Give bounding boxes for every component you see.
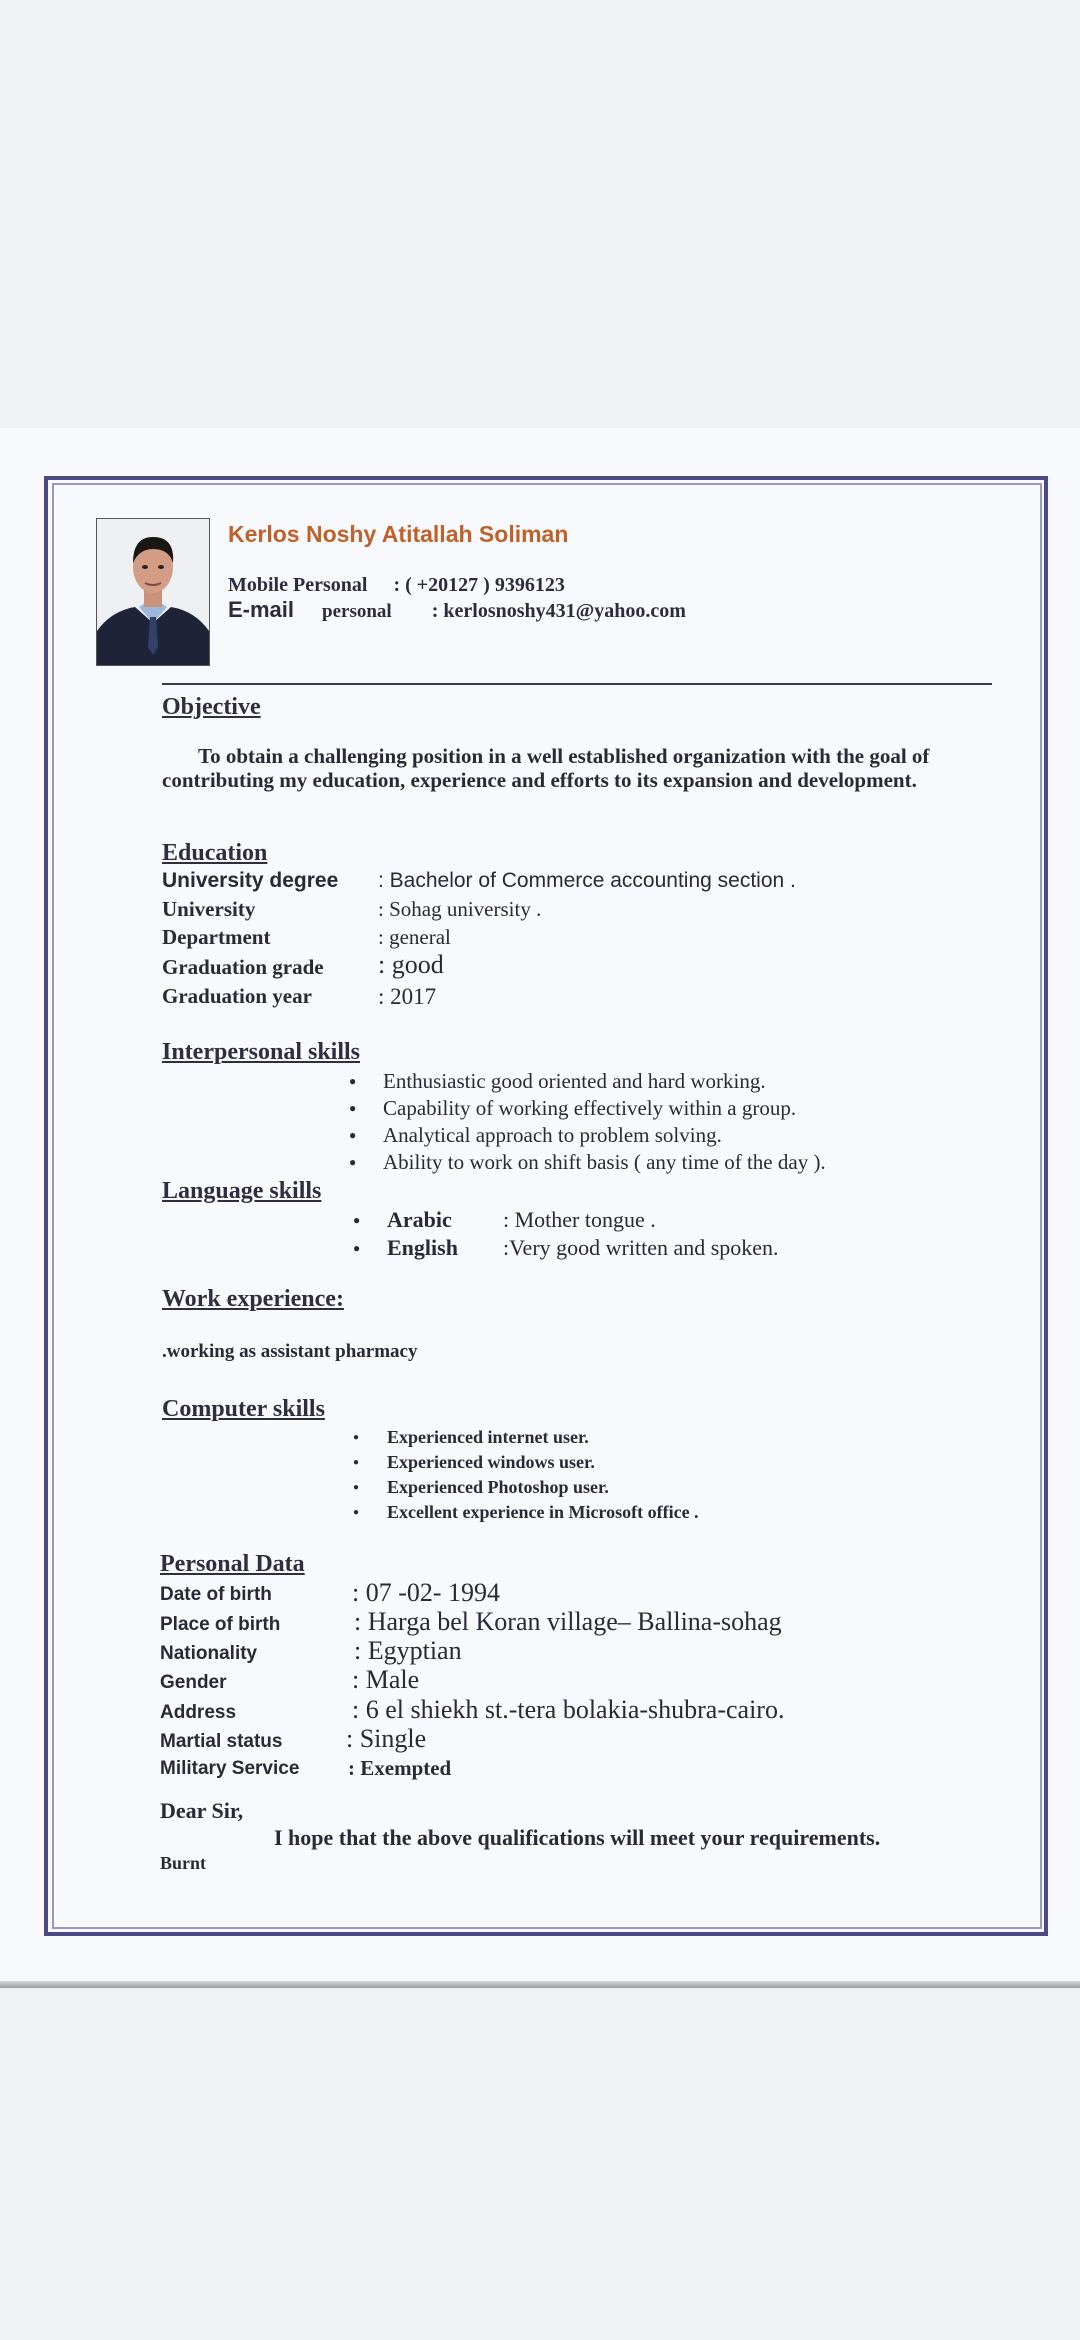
edu-value-department: : general — [378, 925, 451, 949]
salutation: Dear Sir, — [160, 1798, 244, 1823]
list-item: ● Experienced windows user. — [387, 1450, 699, 1475]
interpersonal-list — [383, 1068, 826, 1176]
language-heading: Language skills — [162, 1178, 322, 1204]
edu-label-year: Graduation year — [162, 984, 312, 1008]
computer-list — [387, 1425, 699, 1525]
pd-label-address: Address — [160, 1702, 237, 1723]
pd-label-pob: Place of birth — [160, 1614, 281, 1635]
interpersonal-heading: Interpersonal skills — [162, 1039, 361, 1065]
language-name: Arabic — [387, 1207, 452, 1232]
list-item: ● Experienced Photoshop user. — [387, 1475, 699, 1500]
edu-value-university: : Sohag university . — [378, 897, 542, 921]
list-item: ● Capability of working effectively within a group. — [383, 1095, 826, 1122]
signature: Burnt — [160, 1853, 207, 1873]
language-level: :Very good written and spoken. — [503, 1235, 779, 1260]
pd-value-address: : 6 el shiekh st.-tera bolakia-shubra-cairo. — [352, 1695, 785, 1724]
language-level: : Mother tongue . — [503, 1207, 656, 1232]
objective-text: To obtain a challenging position in a well established organization with the goal of contributing my education, experience and efforts to its expansion and development. — [162, 744, 930, 792]
edu-label-university: University — [162, 897, 256, 921]
header-divider — [162, 683, 992, 685]
language-name: English — [387, 1235, 458, 1260]
pd-value-pob: : Harga bel Koran village– Ballina-sohag — [354, 1607, 782, 1636]
email-row — [228, 597, 686, 623]
work-text: .working as assistant pharmacy — [162, 1341, 418, 1362]
work-heading: Work experience: — [162, 1286, 344, 1312]
email-label-personal: personal — [322, 601, 392, 622]
email-label: E-mail — [228, 597, 295, 622]
mobile-row — [228, 574, 565, 597]
pd-label-nationality: Nationality — [160, 1643, 258, 1664]
mobile-label: Mobile Personal — [228, 574, 368, 596]
pd-value-gender: : Male — [352, 1665, 420, 1694]
computer-heading: Computer skills — [162, 1396, 325, 1422]
edu-value-degree: : Bachelor of Commerce accounting section . — [378, 869, 796, 892]
edu-value-grade: : good — [378, 950, 444, 979]
edu-value-year: : 2017 — [378, 984, 437, 1009]
edu-label-department: Department — [162, 925, 271, 949]
closing-line: I hope that the above qualifications will meet your requirements. — [274, 1825, 881, 1850]
personal-heading: Personal Data — [160, 1551, 305, 1577]
profile-photo — [96, 518, 210, 666]
candidate-name: Kerlos Noshy Atitallah Soliman — [228, 521, 569, 547]
list-item: ● Analytical approach to problem solving. — [383, 1122, 826, 1149]
list-item: ● Experienced internet user. — [387, 1425, 699, 1450]
objective-heading: Objective — [162, 694, 261, 720]
list-item — [387, 1234, 779, 1262]
pd-value-dob: : 07 -02- 1994 — [352, 1578, 501, 1607]
list-item: ● Ability to work on shift basis ( any time of the day ). — [383, 1149, 826, 1176]
email-value: : kerlosnoshy431@yahoo.com — [431, 600, 686, 622]
education-heading: Education — [162, 840, 268, 866]
edu-label-grade: Graduation grade — [162, 955, 324, 979]
pd-label-marital: Martial status — [160, 1731, 283, 1752]
list-item: ● Enthusiastic good oriented and hard working. — [383, 1068, 826, 1095]
mobile-value: : ( +20127 ) 9396123 — [393, 574, 565, 596]
page-edge — [0, 1981, 1080, 1988]
list-item — [387, 1206, 779, 1234]
pd-value-nationality: : Egyptian — [354, 1636, 462, 1665]
edu-label-degree: University degree — [162, 869, 339, 892]
pd-label-military: Military Service — [160, 1758, 300, 1779]
pd-label-dob: Date of birth — [160, 1584, 272, 1605]
list-item: ● Excellent experience in Microsoft office . — [387, 1500, 699, 1525]
language-list — [387, 1206, 779, 1262]
pd-value-marital: : Single — [346, 1724, 427, 1753]
pd-value-military: : Exempted — [348, 1756, 452, 1780]
pd-label-gender: Gender — [160, 1672, 227, 1693]
